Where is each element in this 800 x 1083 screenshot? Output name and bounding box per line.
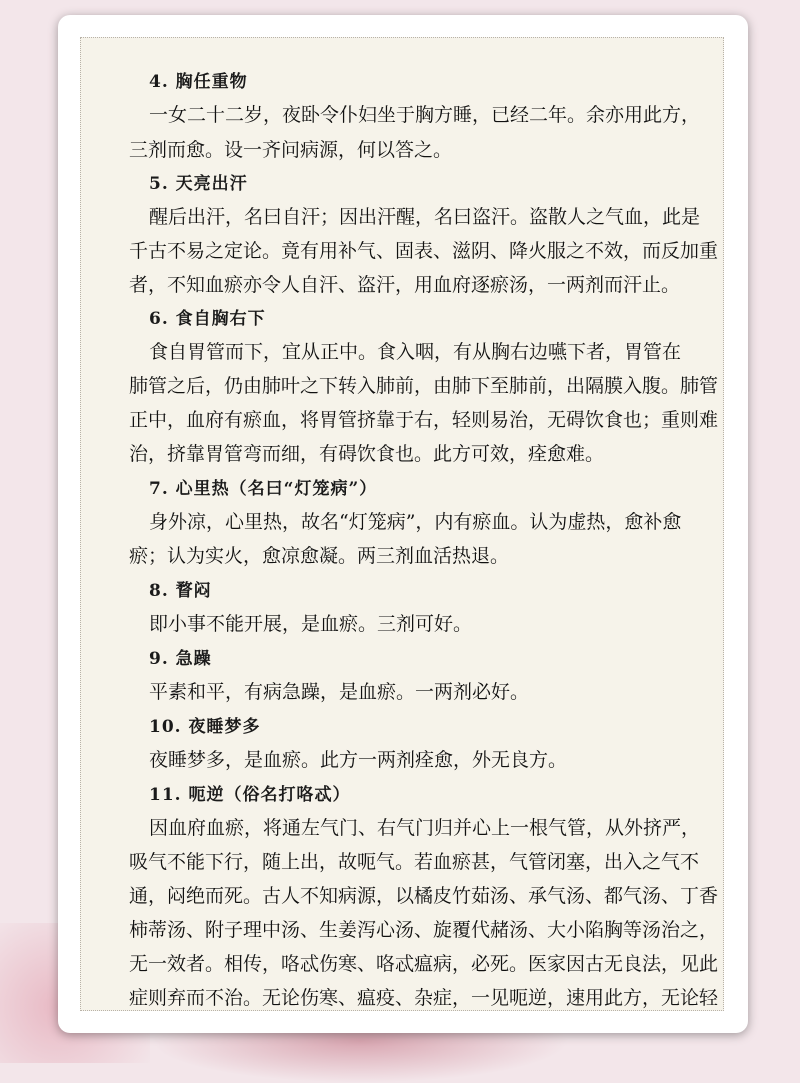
- entry-text-line: 正中，血府有瘀血，将胃管挤靠于右，轻则易治，无碍饮食也；重则难: [129, 409, 719, 431]
- entry-text-line: 因血府血瘀，将通左气门、右气门归并心上一根气管，从外挤严，: [149, 817, 701, 839]
- entry-text-line: 吸气不能下行，随上出，故呃气。若血瘀甚，气管闭塞，出入之气不: [129, 851, 700, 873]
- entry-text-line: 食自胃管而下，宜从正中。食入咽，有从胸右边嚥下者，胃管在: [149, 341, 682, 363]
- entry-text-line: 者，不知血瘀亦令人自汗、盗汗，用血府逐瘀汤，一两剂而汗止。: [129, 274, 681, 296]
- entry-heading: 7. 心里热（名曰“灯笼病”）: [149, 479, 378, 499]
- entry-text-line: 无一效者。相传，咯忒伤寒、咯忒瘟病，必死。医家因古无良法，见此: [129, 953, 719, 975]
- entry-text-line: 肺管之后，仍由肺叶之下转入肺前，由肺下至肺前，出隔膜入腹。肺管: [129, 375, 719, 397]
- entry-heading: 11. 呃逆（俗名打咯忒）: [149, 785, 351, 805]
- entry-text-line: 即小事不能开展，是血瘀。三剂可好。: [149, 613, 473, 635]
- entry-text-line: 夜睡梦多，是血瘀。此方一两剂痊愈，外无良方。: [149, 749, 568, 771]
- book-page-card: [58, 15, 748, 1033]
- entry-text-line: 一女二十二岁，夜卧令仆妇坐于胸方睡，已经二年。余亦用此方，: [149, 104, 701, 126]
- entry-heading: 4. 胸任重物: [149, 72, 248, 92]
- entry-text-line: 瘀；认为实火，愈凉愈凝。两三剂血活热退。: [129, 545, 510, 567]
- entry-text-line: 三剂而愈。设一齐问病源，何以答之。: [129, 139, 453, 161]
- entry-text-line: 通，闷绝而死。古人不知病源，以橘皮竹茹汤、承气汤、都气汤、丁香: [129, 885, 719, 907]
- entry-text-line: 千古不易之定论。竟有用补气、固表、滋阴、降火服之不效，而反加重: [129, 240, 719, 262]
- entry-text-line: 症则弃而不治。无论伤寒、瘟疫、杂症，一见呃逆，速用此方，无论轻: [129, 987, 719, 1009]
- entry-text-line: 治，挤靠胃管弯而细，有碍饮食也。此方可效，痊愈难。: [129, 443, 605, 465]
- entry-heading: 9. 急躁: [149, 649, 212, 669]
- entry-heading: 10. 夜睡梦多: [149, 717, 261, 737]
- entry-text-line: 平素和平，有病急躁，是血瘀。一两剂必好。: [149, 681, 530, 703]
- scanned-page: [80, 37, 724, 1011]
- entry-text-line: 身外凉，心里热，故名“灯笼病”，内有瘀血。认为虚热，愈补愈: [149, 511, 682, 533]
- entry-heading: 8. 瞀闷: [149, 581, 212, 601]
- entry-heading: 6. 食自胸右下: [149, 309, 266, 329]
- entry-heading: 5. 天亮出汗: [149, 174, 248, 194]
- entry-text-line: 柿蒂汤、附子理中汤、生姜泻心汤、旋覆代赭汤、大小陷胸等汤治之，: [129, 919, 719, 941]
- entry-text-line: 醒后出汗，名曰自汗；因出汗醒，名曰盗汗。盗散人之气血，此是: [149, 206, 701, 228]
